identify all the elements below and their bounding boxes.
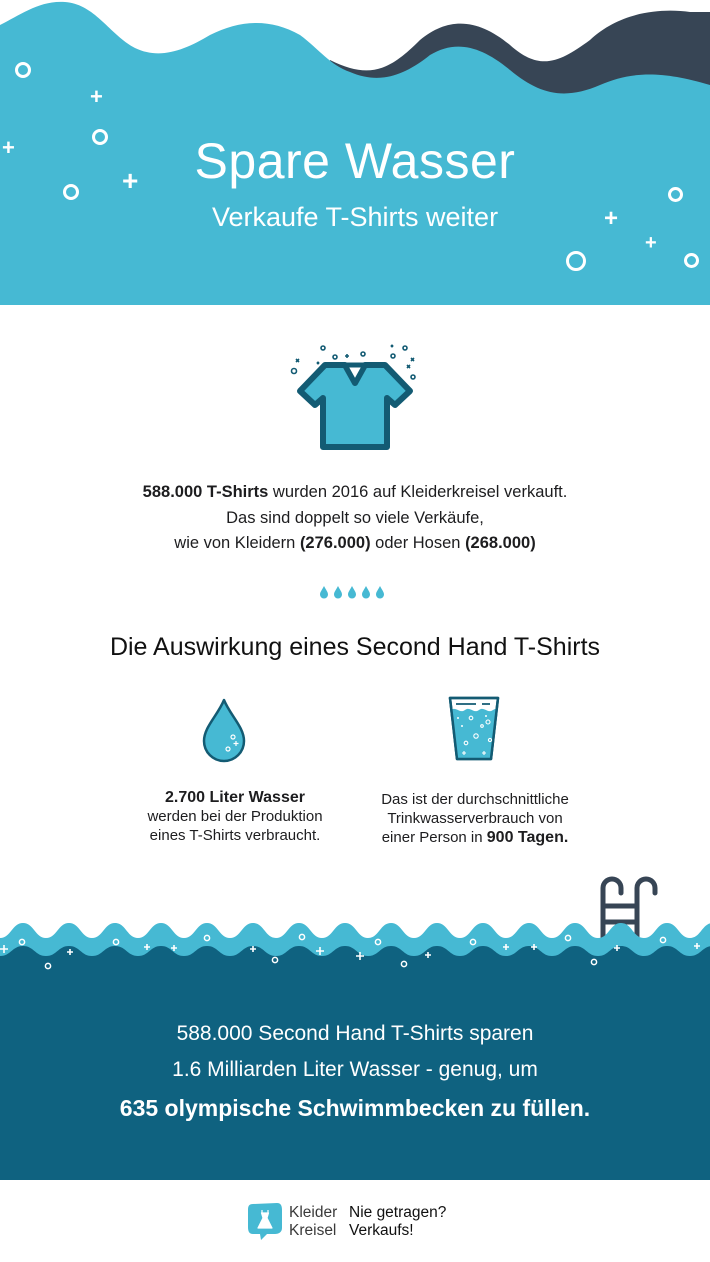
page-title: Spare Wasser (194, 133, 516, 189)
pool-section (0, 860, 710, 1180)
bubble-ring-icon (15, 62, 31, 78)
water-drop-icon (200, 697, 248, 763)
intro-line-2: Das sind doppelt so viele Verkäufe, (226, 509, 484, 527)
impact-heading: Die Auswirkung eines Second Hand T-Shirts (109, 633, 601, 661)
plus-sparkle-icon: + (645, 232, 657, 254)
savings-line-1: 588.000 Second Hand T-Shirts sparen (176, 1022, 534, 1045)
drinking-water-fact: Das ist der durchschnittliche Trinkwasserverbrauch von einer Person in 900 Tagen. (381, 791, 569, 846)
dresses-count: (276.000) (299, 534, 371, 552)
plus-sparkle-icon: + (90, 84, 103, 109)
savings-line-3: 635 olympische Schwimmbecken zu füllen. (119, 1095, 591, 1121)
water-production-fact: 2.700 Liter Wasser werden bei der Produktion eines T-Shirts verbraucht. (147, 789, 323, 844)
intro-line-3: wie von Kleidern (276.000) oder Hosen (268.000) (174, 534, 536, 552)
pool-waves (0, 860, 710, 1180)
header-banner (0, 0, 710, 305)
plus-sparkle-icon: + (122, 165, 139, 196)
page-subtitle: Verkaufe T-Shirts weiter (211, 202, 499, 232)
tshirt-count: 588.000 T-Shirts (142, 483, 269, 501)
t-shirt-icon (285, 335, 425, 455)
kleiderkreisel-logo-icon[interactable] (247, 1202, 283, 1242)
bubble-ring-icon (684, 253, 699, 268)
plus-sparkle-icon: + (604, 205, 619, 232)
intro-line-1: 588.000 T-Shirts wurden 2016 auf Kleiderkreisel verkauft. (142, 483, 568, 501)
plus-sparkle-icon: + (2, 135, 15, 160)
water-glass-icon (446, 696, 502, 762)
savings-line-2: 1.6 Milliarden Liter Wasser - genug, um (172, 1058, 538, 1081)
footer-tagline: Nie getragen? Verkaufs! (349, 1204, 447, 1239)
logo-wordmark: Kleider Kreisel (289, 1204, 338, 1239)
water-drops-divider-icon (319, 585, 385, 599)
footer (0, 1180, 710, 1262)
bubble-ring-icon (566, 251, 586, 271)
trousers-count: (268.000) (465, 534, 536, 552)
